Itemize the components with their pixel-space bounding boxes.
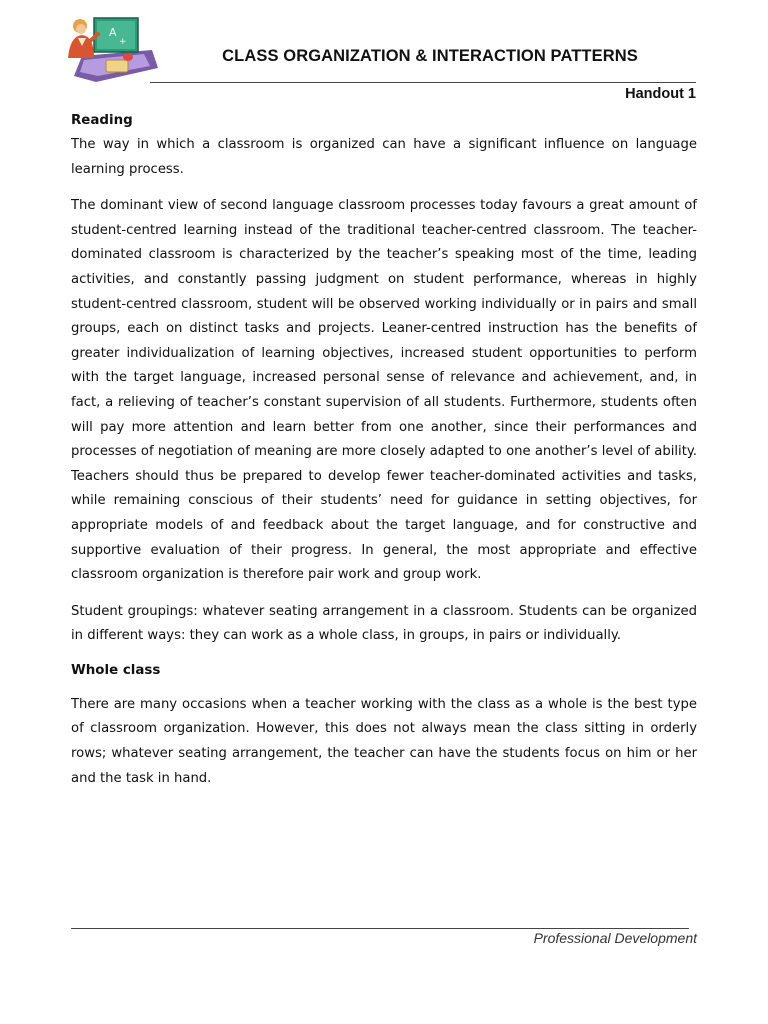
paragraph: The dominant view of second language classroom processes today favours a great amount of student-centred learning instead of the traditional teacher-centred classroom. The teacher-dominated classroom is characterized by the teacher’s speaking most of the time, leading activities, and constantly passing judgment on student performance, whereas in highly student-centred classroom, student will be observed working individually or in pairs and small groups, each on distinct tasks and projects. Leaner-centred instruction has the benefits of greater individualization of learning objectives, increased student opportunities to perform with the target language, increased personal sense of relevance and achievement, and, in fact, a relieving of teacher’s constant supervision of all students. Furthermore, students often will pay more attention and learn better from one another, since their performances and processes of negotiation of meaning are more closely adapted to one another’s level of ability. Teachers should thus be prepared to develop fewer teacher-dominated activities and tasks, while remaining conscious of their students’ need for guidance in setting objectives, for appropriate models of and feedback about the target language, and for constructive and supportive evaluation of their progress. In general, the most appropriate and effective classroom organization is therefore pair work and group work. bbox=[71, 198, 697, 583]
paragraph: Student groupings: whatever seating arrangement in a classroom. Students can be organized in different ways: they can work as a whole class, in groups, in pairs or individually. bbox=[71, 603, 697, 644]
paragraph: The way in which a classroom is organized can have a significant influence on language learning process. bbox=[71, 137, 697, 177]
footer-divider bbox=[71, 928, 689, 929]
svg-text:+: + bbox=[119, 37, 127, 47]
document-body bbox=[71, 111, 697, 791]
svg-text:A: A bbox=[109, 26, 117, 39]
page-title: CLASS ORGANIZATION & INTERACTION PATTERNS bbox=[222, 47, 638, 65]
section-heading-whole-class: Whole class bbox=[71, 662, 161, 678]
handout-label: Handout 1 bbox=[625, 86, 696, 102]
footer-label: Professional Development bbox=[533, 930, 697, 946]
header-divider bbox=[150, 82, 696, 83]
teacher-at-board-icon bbox=[64, 16, 158, 82]
paragraph: There are many occasions when a teacher working with the class as a whole is the best type of classroom organization. However, this does not always mean the class sitting in orderly rows; whatever seating arrangement, the teacher can have the students focus on him or her and the task in hand. bbox=[71, 696, 697, 786]
clipart bbox=[64, 16, 158, 82]
section-heading-reading: Reading bbox=[71, 113, 133, 128]
